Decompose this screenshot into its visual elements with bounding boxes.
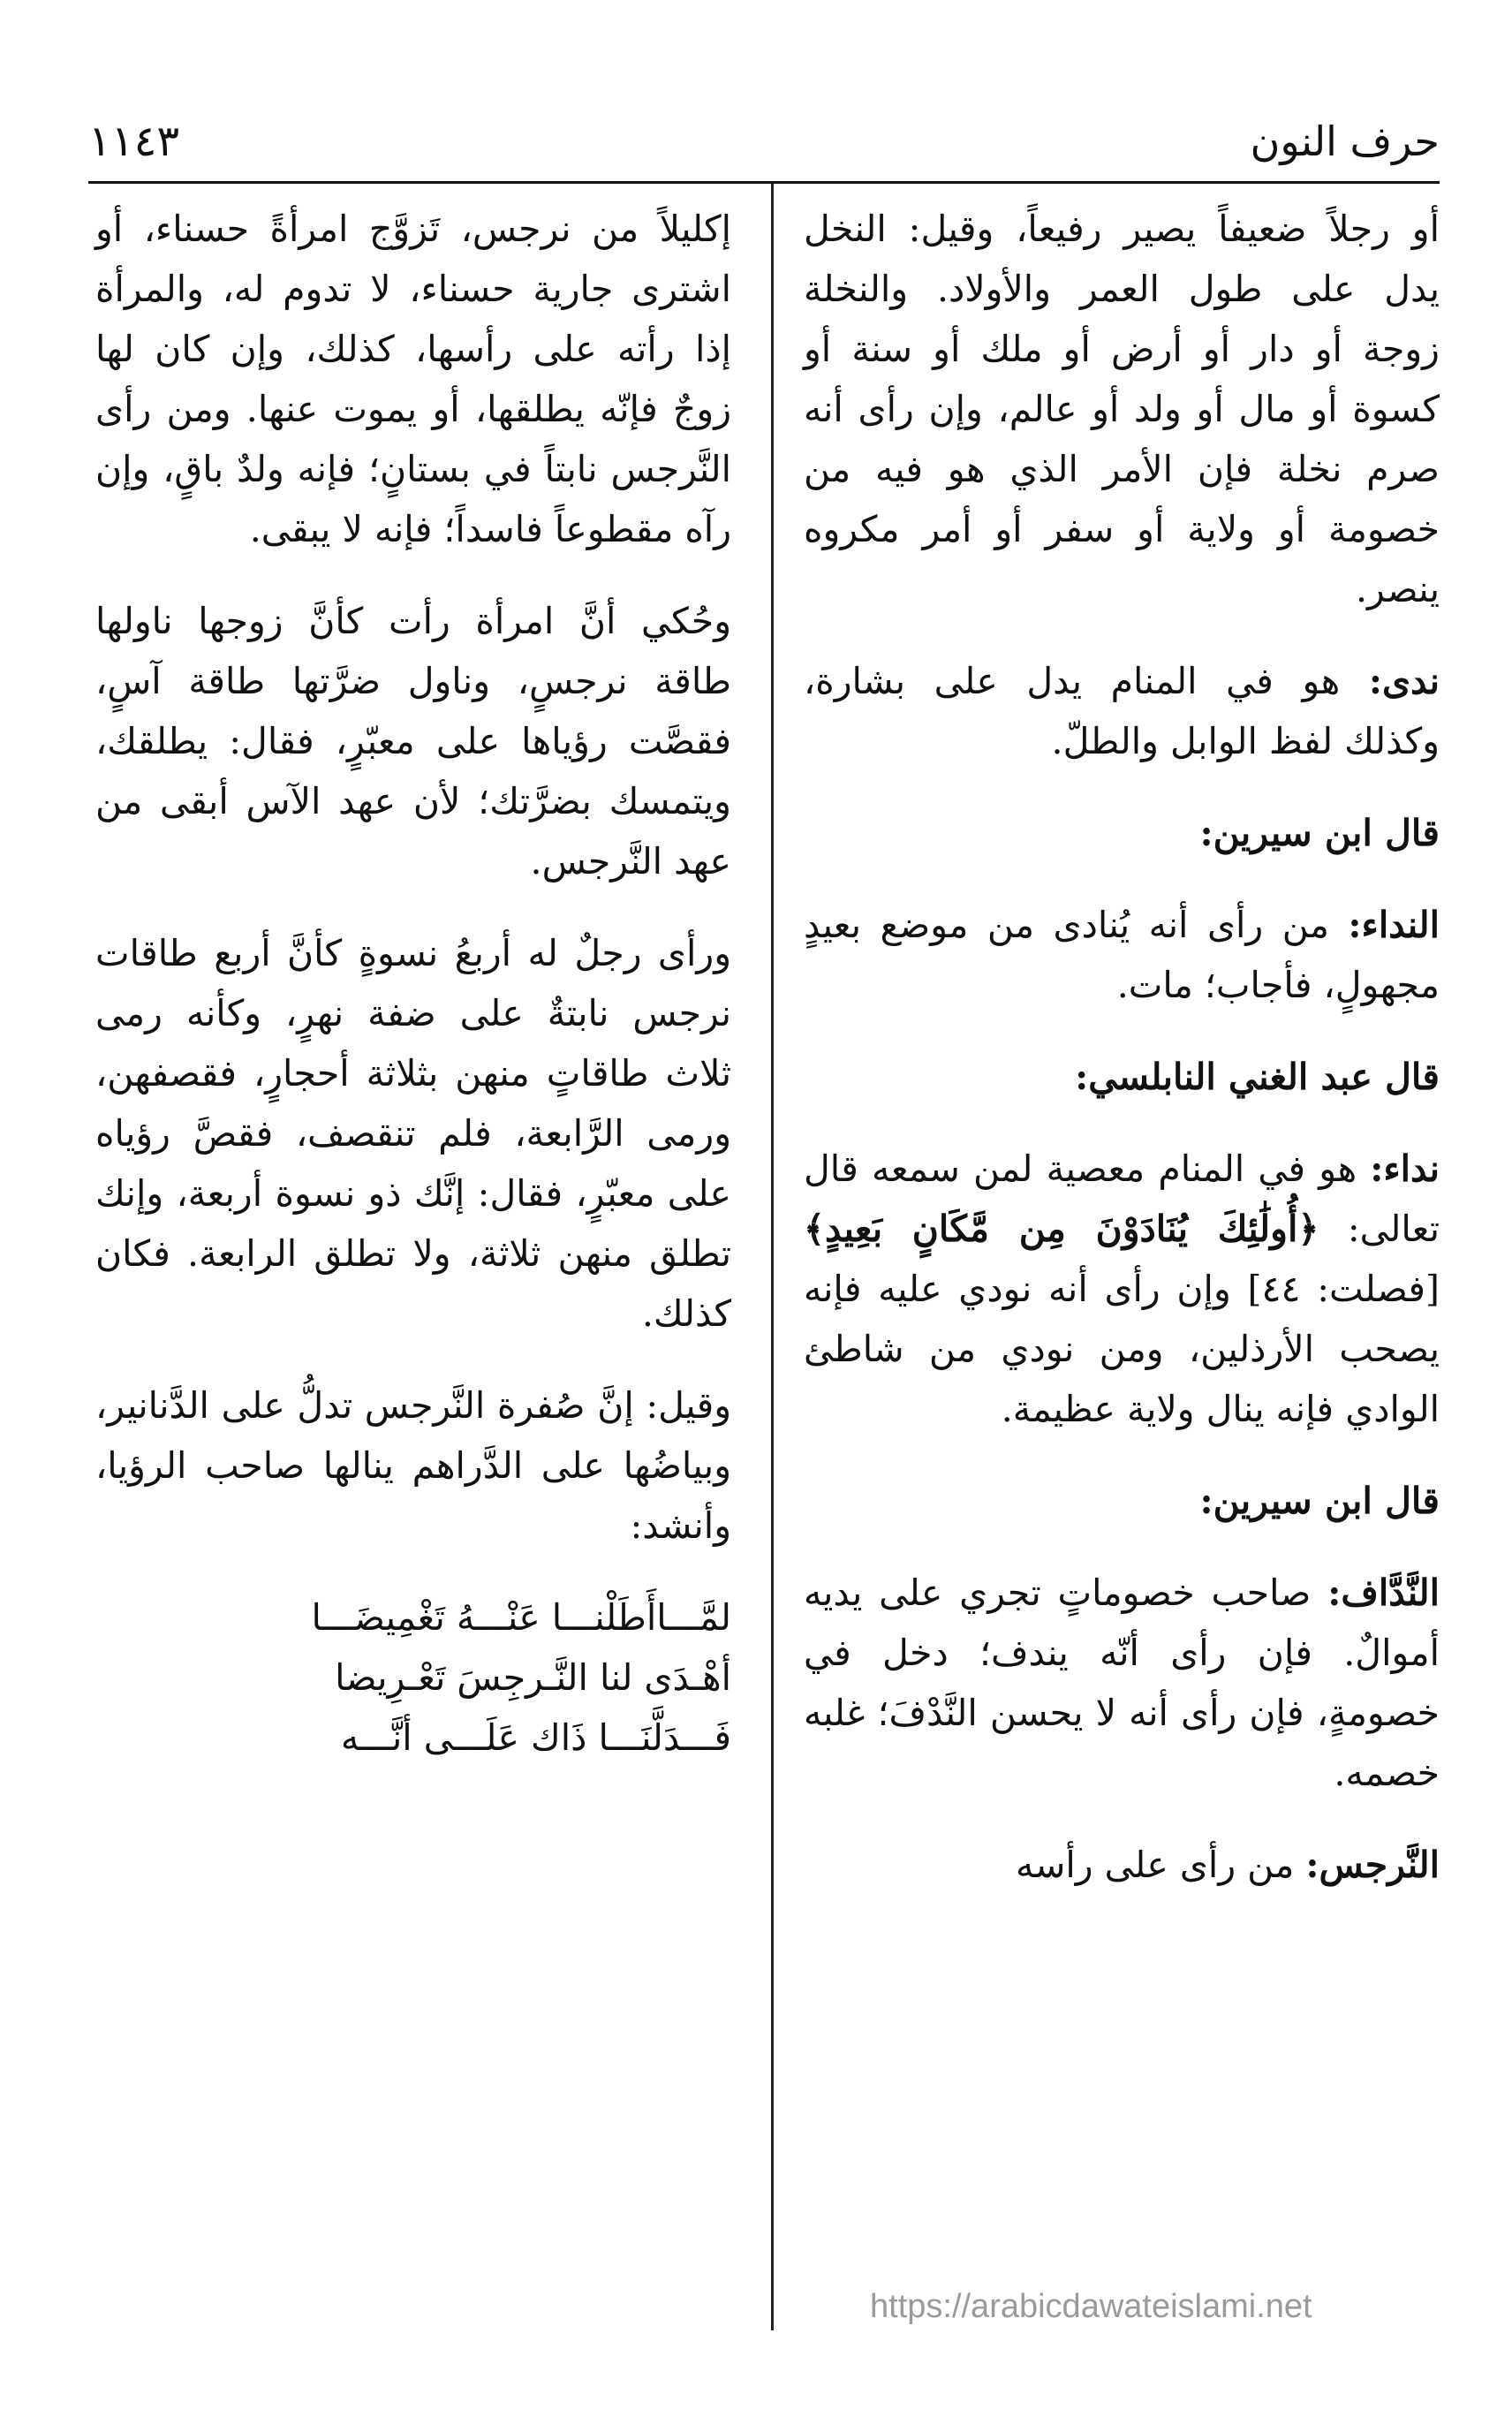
chapter-title: حرف النون [1250, 117, 1440, 165]
poem-line: لمَّـــاأَطَلْنـــا عَنْـــهُ تَغْمِيضَـــا [311, 1596, 731, 1639]
entry-term: النَّرجس: [1305, 1844, 1440, 1886]
entry-nidaa [804, 895, 1440, 1015]
entry-text: من رأى أنه يُنادى من موضع بعيدٍ مجهولٍ، فأجاب؛ مات. [804, 904, 1440, 1006]
entry-text: [فصلت: ٤٤] وإن رأى أنه نودي عليه فإنه يصحب الأرذلين، ومن نودي من شاطئ الوادي فإنه ينال ولاية عظيمة. [804, 1268, 1440, 1430]
entry-term: نداء: [1370, 1148, 1440, 1190]
quran-verse: ﴿أُولَٰئِكَ يُنَادَوْنَ مِن مَّكَانٍ بَعِيدٍ﴾ [804, 1208, 1319, 1250]
page-number: ١١٤٣ [88, 117, 180, 166]
column-divider [771, 184, 774, 2330]
page-header [88, 102, 1440, 181]
paragraph-palm: أو رجلاً ضعيفاً يصير رفيعاً، وقيل: النخل يدل على طول العمر والأولاد. والنخلة زوجة أو دار أو أرض أو ملك أو سنة أو كسوة أو مال أو ولد أو عالم، وإن رأى أنه صرم نخلة فإن الأمر الذي هو فيه من خصومة أو ولاية أو سفر أو أمر مكروه ينصر. [804, 208, 1440, 610]
entry-nada [804, 651, 1440, 771]
section-heading: قال عبد الغني النابلسي: [1075, 1056, 1440, 1098]
section-heading: قال ابن سيرين: [1199, 812, 1440, 854]
entry-text: صاحب خصوماتٍ تجري على يديه أموالٌ. فإن رأى أنّه يندف؛ دخل في خصومةٍ، فإن رأى أنه لا يحسن النَّدْفَ؛ غلبه خصمه. [804, 1572, 1440, 1794]
paragraph-story-wife: وحُكي أنَّ امرأة رأت كأنَّ زوجها ناولها طاقة نرجسٍ، وناول ضرَّتها طاقة آسٍ، فقصَّت رؤياها على معبّرٍ، فقال: يطلقك، ويتمسك بضرَّتك؛ لأن عهد الآس أبقى من عهد النَّرجس. [95, 600, 731, 882]
entry-text: هو في المنام معصية لمن سمعه قال تعالى: [804, 1148, 1440, 1250]
poem [95, 1587, 731, 1768]
entry-term: النداء: [1348, 904, 1440, 946]
header-rule [88, 181, 1440, 184]
section-heading: قال ابن سيرين: [1199, 1480, 1440, 1522]
entry-text: من رأى على رأسه [1016, 1844, 1306, 1886]
paragraph-story-four-wives: ورأى رجلٌ له أربعُ نسوةٍ كأنَّ أربع طاقات نرجس نابتةٌ على ضفة نهرٍ، وكأنه رمى ثلاث طاقاتٍ منهن بثلاثة أحجارٍ، فقصفهن، ورمى الرَّابعة، فلم تنقصف، فقصَّ رؤياه على معبّرٍ، فقال: إنَّك ذو نسوة أربعة، وإنك تطلق منهن ثلاثة، ولا تطلق الرابعة. فكان كذلك. [95, 932, 731, 1335]
entry-term: ندى: [1368, 660, 1440, 702]
entry-naddaf [804, 1563, 1440, 1803]
entry-narjis [804, 1835, 1440, 1895]
poem-line: أهْـدَى لنا النَّـرجِسَ تَعْـرِيضا [335, 1656, 731, 1699]
entry-text: هو في المنام يدل على بشارة، وكذلك لفظ الوابل والطلّ. [804, 660, 1440, 762]
entry-term: النَّدَّاف: [1327, 1572, 1440, 1614]
watermark: https://arabicdawateislami.net [870, 2288, 1312, 2325]
paragraph-narcissus-colors: وقيل: إنَّ صُفرة النَّرجس تدلُّ على الدَّنانير، وبياضُها على الدَّراهم ينالها صاحب الرؤيا، وأنشد: [95, 1384, 731, 1547]
left-column [95, 199, 731, 1768]
poem-line: فَـــدَلَّنَـــا ذَاك عَلَـــى أنَّـــه [340, 1716, 731, 1759]
paragraph-narcissus-crown: إكليلاً من نرجس، تَزوَّج امرأةً حسناء، أو اشترى جارية حسناء، لا تدوم له، والمرأة إذا رأته على رأسها، كذلك، وإن كان لها زوجٌ فإنّه يطلقها، أو يموت عنها. ومن رأى النَّرجس نابتاً في بستانٍ؛ فإنه ولدٌ باقٍ، وإن رآه مقطوعاً فاسداً؛ فإنه لا يبقى. [95, 208, 731, 550]
entry-nidaa-2 [804, 1139, 1440, 1439]
right-column [804, 199, 1440, 1927]
